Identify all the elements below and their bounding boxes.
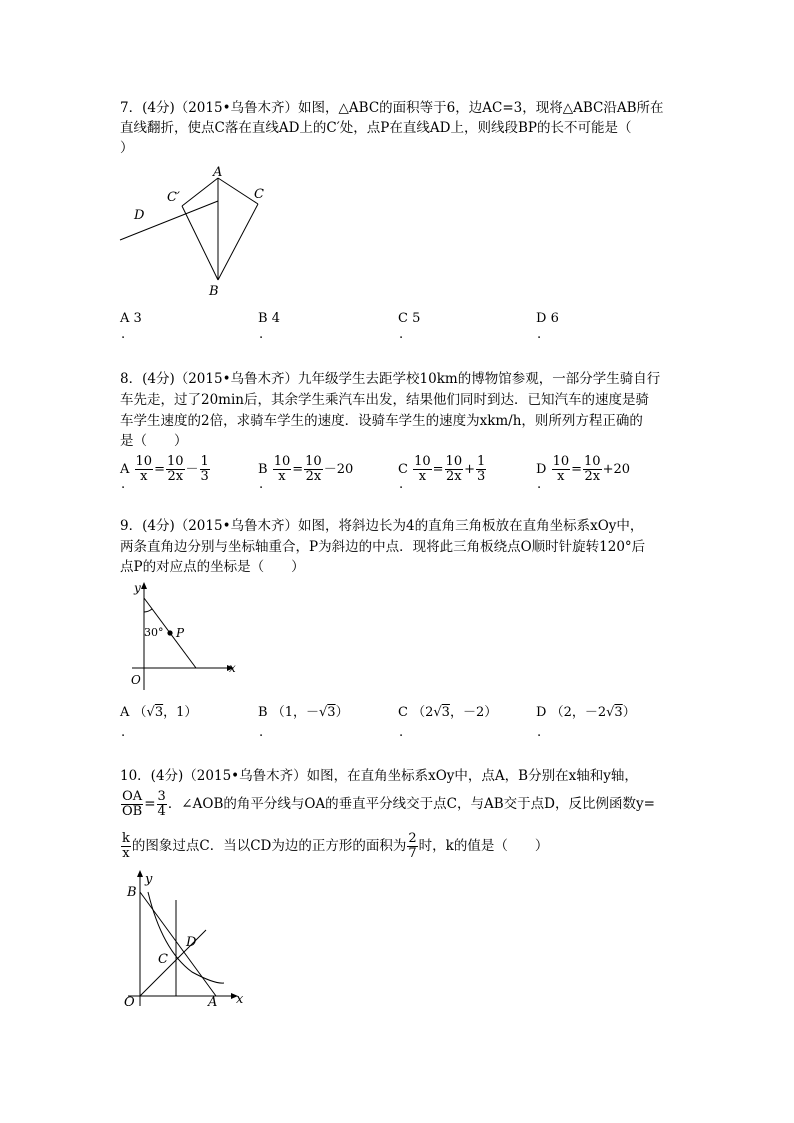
- q7-option-c[interactable]: C 5: [398, 311, 421, 326]
- q7-option-d[interactable]: D 6: [536, 311, 559, 326]
- q9-point-p: [167, 630, 172, 635]
- q7-label-c-prime: C′: [167, 190, 180, 205]
- q10-label-y: y: [145, 872, 153, 887]
- q10-figure: [118, 866, 253, 1010]
- q7-option-b[interactable]: B 4: [258, 311, 280, 326]
- q10-label-x: x: [236, 992, 244, 1007]
- q8-option-b[interactable]: B $\frac{10}{x}$ = $\frac{10}{2x}$ －20: [258, 454, 354, 484]
- q9-line-2: 两条直角边分别与坐标轴重合，P为斜边的中点．现将此三角板绕点O顺时针旋转120°后: [120, 539, 646, 555]
- q7-segment-c'a: [182, 178, 218, 206]
- q7-figure: [118, 162, 278, 297]
- q10-segment-ab: [140, 892, 216, 996]
- q9-option-a[interactable]: A （√3，1）: [120, 705, 198, 720]
- q7-label-c: C: [254, 187, 264, 202]
- q7-line-3: ）: [120, 140, 134, 156]
- q7-label-d: D: [134, 208, 145, 223]
- q7-segment-ac: [218, 178, 258, 204]
- q7-option-a[interactable]: A 3: [120, 311, 142, 326]
- q10-line-2: $\frac{OA}{OB}$ = $\frac{3}{4}$ ．∠AOB的角平分线与OA的垂直平分线交于点C，与AB交于点D，反比例函数y=: [122, 789, 655, 819]
- q8-option-d[interactable]: D $\frac{10}{x}$ = $\frac{10}{2x}$ +20: [536, 454, 631, 484]
- q8-option-a[interactable]: A $\frac{10}{x}$ = $\frac{10}{2x}$ － $\frac{1}{3}$: [120, 454, 209, 484]
- q9-label-y: y: [134, 581, 141, 595]
- q9-label-p: P: [176, 626, 185, 640]
- q10-label-b: B: [127, 885, 137, 900]
- q9-figure: [118, 580, 248, 692]
- q9-label-o: O: [131, 673, 141, 687]
- q10-line-3: $\frac{k}{x}$ 的图象过点C．当以CD为边的正方形的面积为 $\frac{2}{7}$ 时，k的值是（ ）: [122, 831, 549, 861]
- q7-line-2: 直线翻折，使点C落在直线AD上的C′处，点P在直线AD上，则线段BP的长不可能是（: [120, 120, 632, 136]
- q9-line-1: 9．(4分)（2015•乌鲁木齐）如图，将斜边长为4的直角三角板放在直角坐标系xOy中，: [120, 518, 644, 534]
- q7-segment-c'b: [182, 206, 218, 280]
- q7-segment-cb: [218, 204, 258, 280]
- q9-line-3: 点P的对应点的坐标是（ ）: [120, 559, 305, 575]
- q10-line-1: 10．(4分)（2015•乌鲁木齐）如图，在直角坐标系xOy中，点A，B分别在x轴和y轴，: [120, 768, 638, 784]
- q9-label-30deg: 30°: [144, 626, 164, 639]
- q7-label-a: A: [213, 165, 223, 180]
- q9-option-c[interactable]: C （2√3，－2）: [398, 705, 498, 720]
- q9-option-b[interactable]: B （1，－√3）: [258, 705, 349, 720]
- q9-option-d[interactable]: D （2，－2√3）: [536, 705, 636, 720]
- q8-line-3: 车学生速度的2倍，求骑车学生的速度．设骑车学生的速度为xkm/h，则所列方程正确的: [120, 413, 643, 429]
- q7-line-1: 7．(4分)（2015•乌鲁木齐）如图，△ABC的面积等于6，边AC=3，现将△ABC沿AB所在: [120, 100, 664, 116]
- q7-label-b: B: [209, 284, 219, 297]
- q10-label-c: C: [158, 952, 168, 967]
- q8-line-4: 是（ ）: [120, 433, 188, 449]
- q10-label-o: O: [124, 995, 135, 1010]
- q10-label-a: A: [208, 995, 218, 1010]
- q8-line-2: 车先走，过了20min后，其余学生乘汽车出发，结果他们同时到达．已知汽车的速度是骑: [120, 392, 649, 408]
- q8-option-c[interactable]: C $\frac{10}{x}$ = $\frac{10}{2x}$ + $\frac{1}{3}$: [398, 454, 486, 484]
- q10-label-d: D: [186, 935, 197, 950]
- q9-label-x: x: [229, 661, 236, 675]
- q8-line-1: 8．(4分)（2015•乌鲁木齐）九年级学生去距学校10km的博物馆参观，一部分学生骑自行: [120, 371, 661, 387]
